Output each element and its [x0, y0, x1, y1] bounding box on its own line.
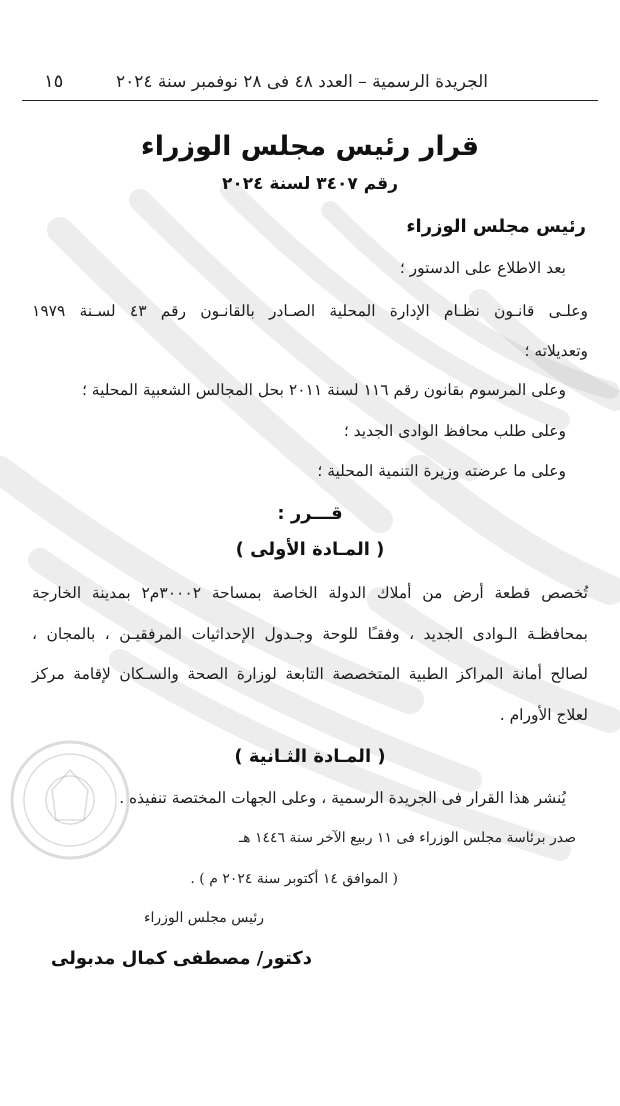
- page-number: ١٥: [44, 71, 64, 92]
- decree-number: رقم ٣٤٠٧ لسنة ٢٠٢٤: [222, 174, 398, 194]
- article-2-heading: ( المـادة الثـانية ): [234, 746, 386, 767]
- article-1-line: تُخصص قطعة أرض من أملاك الدولة الخاصة بمساحة ٣٠٠٠٢م٢ بمدينة الخارجة: [32, 584, 588, 602]
- issued-date-gregorian: ( الموافق ١٤ أكتوبر سنة ٢٠٢٤ م ) .: [190, 871, 398, 887]
- preamble-line: وعلـى قانـون نظـام الإدارة المحلية الصـادر بالقانـون رقم ٤٣ لسـنة ١٩٧٩: [32, 302, 589, 320]
- article-2-text: يُنشر هذا القرار فى الجريدة الرسمية ، وعلى الجهات المختصة تنفيذه .: [119, 789, 566, 807]
- preamble-line: وعلى المرسوم بقانون رقم ١١٦ لسنة ٢٠١١ بحل المجالس الشعبية المحلية ؛: [81, 381, 566, 399]
- preamble-line: وتعديلاته ؛: [524, 342, 588, 360]
- running-header-title: الجريدة الرسمية – العدد ٤٨ فى ٢٨ نوفمبر سنة ٢٠٢٤: [116, 72, 488, 92]
- article-1-heading: ( المـادة الأولى ): [235, 539, 385, 560]
- decided-heading: قـــرر :: [277, 503, 343, 524]
- header-rule: [22, 100, 598, 101]
- issued-date-hijri: صدر برئاسة مجلس الوزراء فى ١١ ربيع الآخر سنة ١٤٤٦ هـ: [239, 830, 576, 846]
- signature-name: دكتور/ مصطفى كمال مدبولى: [50, 948, 312, 969]
- issuer-heading: رئيس مجلس الوزراء: [406, 216, 586, 237]
- decree-title: قرار رئيس مجلس الوزراء: [140, 131, 480, 162]
- preamble-line: وعلى طلب محافظ الوادى الجديد ؛: [343, 422, 566, 440]
- preamble-line: بعد الاطلاع على الدستور ؛: [399, 259, 566, 277]
- article-1-line: لصالح أمانة المراكز الطبية المتخصصة التابعة لوزارة الصحة والسـكان لإقامة مركز: [32, 665, 588, 683]
- article-1-line: بمحافظـة الـوادى الجديد ، وفقـًا للوحة وجـدول الإحداثيات المرفقيـن ، بالمجان ،: [32, 625, 588, 643]
- signature-role: رئيس مجلس الوزراء: [143, 910, 264, 926]
- article-1-line: لعلاج الأورام .: [499, 706, 588, 724]
- preamble-line: وعلى ما عرضته وزيرة التنمية المحلية ؛: [317, 462, 566, 480]
